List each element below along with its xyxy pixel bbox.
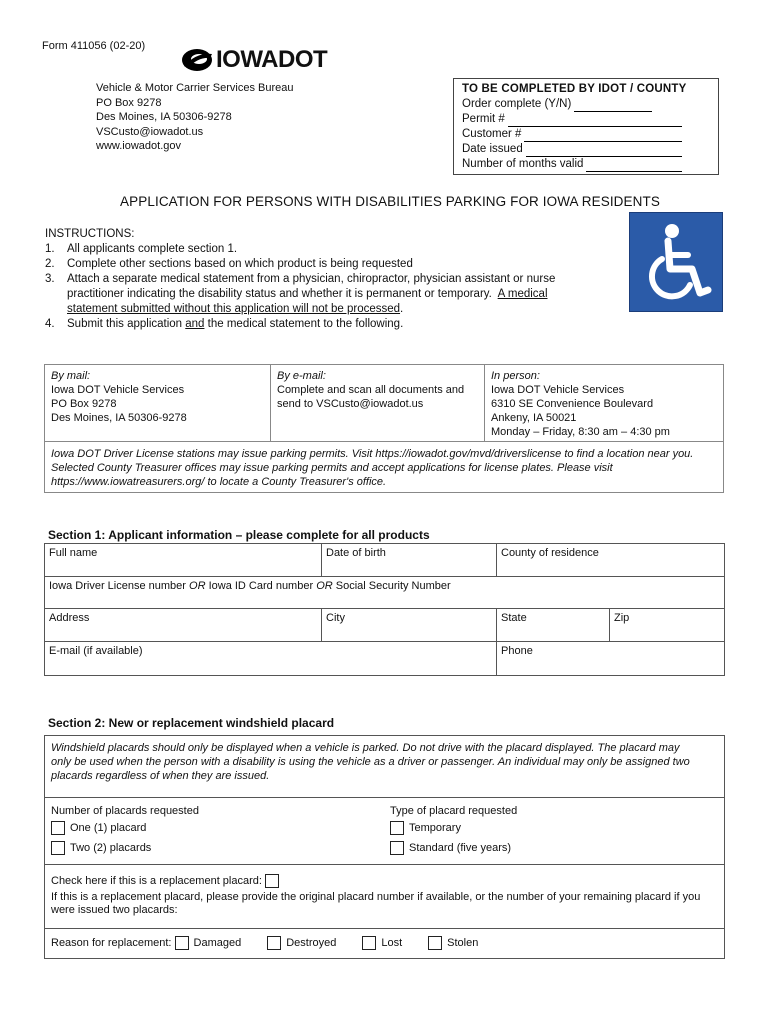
damaged-checkbox[interactable] [175, 936, 189, 950]
dob-field[interactable]: Date of birth [322, 544, 497, 577]
two-placards-checkbox[interactable] [51, 841, 65, 855]
num-placards-label: Number of placards requested [51, 805, 199, 817]
temporary-checkbox[interactable] [390, 821, 404, 835]
in-person: In person: Iowa DOT Vehicle Services 6310 SE Convenience Boulevard Ankeny, IA 50021 Monday – Friday, 8:30 am – 4:30 pm [491, 370, 670, 438]
form-number: Form 411056 (02-20) [42, 40, 146, 52]
divider [45, 864, 724, 865]
iowadot-logo [180, 46, 327, 74]
two-placards-option[interactable]: Two (2) placards [51, 841, 151, 855]
instruction-item-continued: statement submitted without this application will not be processed. [67, 303, 404, 315]
customer-field[interactable] [524, 131, 682, 142]
zip-field[interactable]: Zip [610, 609, 724, 642]
one-placard-checkbox[interactable] [51, 821, 65, 835]
replacement-check-row[interactable]: Check here if this is a replacement placard: [51, 874, 284, 888]
applicant-info-table [44, 543, 725, 676]
location-note: Iowa DOT Driver License stations may issue parking permits. Visit https://iowadot.gov/mvd/driverslicense to find a location near you. Selected County Treasurer offices may issue parking permits and accept applications for license plates. Please visit https://www.iowatreasurers.org/ to locate a County Treasurer's office. [45, 441, 723, 494]
full-name-field[interactable]: Full name [45, 544, 322, 577]
city-field[interactable]: City [322, 609, 497, 642]
email-field[interactable]: E-mail (if available) [45, 642, 497, 675]
order-complete-label: Order complete (Y/N) [462, 98, 572, 110]
lost-checkbox[interactable] [362, 936, 376, 950]
section2-title: Section 2: New or replacement windshield placard [48, 716, 335, 730]
by-mail: By mail: Iowa DOT Vehicle Services PO Box 9278 Des Moines, IA 50306-9278 [45, 365, 271, 441]
office-use-heading: TO BE COMPLETED BY IDOT / COUNTY [462, 83, 687, 95]
placard-note: Windshield placards should only be displayed when a vehicle is parked. Do not drive with the placard displayed. The placard may only be used when the person with a disability is using the vehicle as a driver or passenger. An individual may only be assigned two placards regardless of when they are issued. [45, 736, 724, 798]
instructions-heading: INSTRUCTIONS: [45, 228, 135, 240]
address-field[interactable]: Address [45, 609, 322, 642]
instruction-item: 3. Attach a separate medical statement from a physician, chiropractor, physician assistant or nurse [45, 273, 556, 285]
section1-title: Section 1: Applicant information – please complete for all products [48, 528, 430, 542]
standard-option[interactable]: Standard (five years) [390, 841, 511, 855]
iowadot-swoosh-icon [180, 46, 214, 74]
by-email: By e-mail: Complete and scan all documents and send to VSCusto@iowadot.us [271, 365, 485, 441]
replacement-info: If this is a replacement placard, please provide the original placard number if available, or the number of your remaining placard if you were issued two placards: [51, 891, 701, 916]
website-link[interactable]: www.iowadot.gov [96, 140, 181, 152]
months-valid-field[interactable] [586, 161, 682, 172]
instructions [45, 227, 615, 332]
one-placard-option[interactable]: One (1) placard [51, 821, 146, 835]
permit-label: Permit # [462, 113, 505, 125]
date-issued-field[interactable] [526, 146, 682, 157]
logo-text: IOWADOT [216, 46, 328, 73]
instruction-item-continued: practitioner indicating the disability status and whether it is permanent or temporary. A medical [67, 288, 548, 300]
page-title: APPLICATION FOR PERSONS WITH DISABILITIES PARKING FOR IOWA RESIDENTS [120, 194, 660, 209]
months-valid-label: Number of months valid [462, 158, 584, 170]
bureau-address [96, 81, 293, 154]
office-use-box [453, 78, 719, 175]
reason-label: Reason for replacement: [51, 937, 172, 949]
email-link[interactable]: VSCusto@iowadot.us [96, 125, 204, 138]
address-line: PO Box 9278 [96, 96, 162, 109]
instruction-item: 1. All applicants complete section 1. [45, 243, 238, 255]
placard-type-label: Type of placard requested [390, 805, 518, 817]
stolen-checkbox[interactable] [428, 936, 442, 950]
address-line: Vehicle & Motor Carrier Services Bureau [96, 82, 294, 94]
phone-field[interactable]: Phone [501, 645, 533, 657]
instruction-item: 4. Submit this application and the medical statement to the following. [45, 318, 404, 330]
customer-label: Customer # [462, 128, 522, 140]
placard-section [44, 735, 725, 959]
standard-checkbox[interactable] [390, 841, 404, 855]
county-field[interactable]: County of residence [497, 544, 724, 577]
date-issued-label: Date issued [462, 143, 523, 155]
permit-field[interactable] [508, 116, 682, 127]
state-field[interactable]: State [497, 609, 610, 642]
destroyed-checkbox[interactable] [267, 936, 281, 950]
replacement-reason-row: Reason for replacement: Damaged Destroyed Lost Stolen [51, 937, 479, 949]
order-complete-field[interactable] [574, 101, 652, 112]
address-line: Des Moines, IA 50306-9278 [96, 111, 232, 123]
submission-methods [44, 364, 724, 493]
temporary-option[interactable]: Temporary [390, 821, 461, 835]
instruction-item: 2. Complete other sections based on which product is being requested [45, 258, 413, 270]
id-number-field[interactable]: Iowa Driver License number OR Iowa ID Card number OR Social Security Number [45, 577, 724, 609]
wheelchair-icon [629, 212, 723, 312]
replacement-checkbox[interactable] [265, 874, 279, 888]
divider [45, 928, 724, 929]
